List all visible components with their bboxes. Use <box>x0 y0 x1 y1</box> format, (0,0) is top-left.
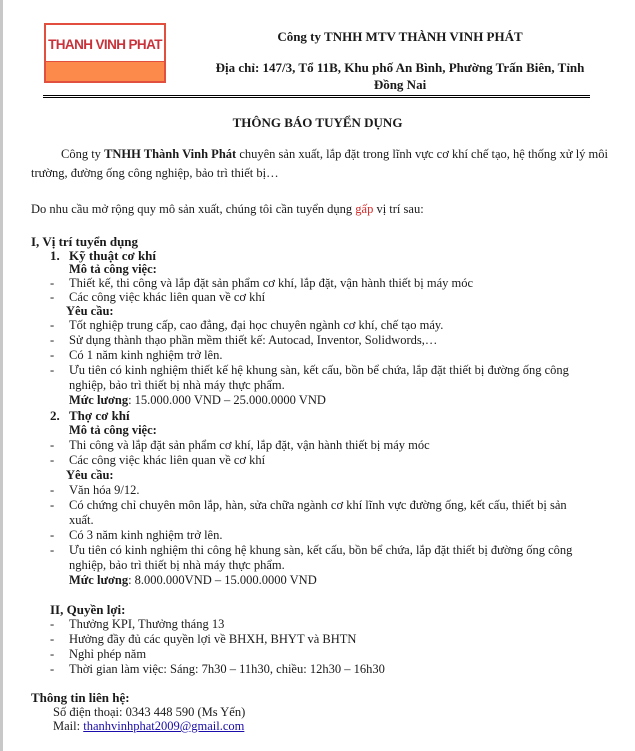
item-text: Hưởng đầy đủ các quyền lợi về BHXH, BHYT và BHTN <box>69 632 357 646</box>
item-text: Các công việc khác liên quan về cơ khí <box>69 453 266 467</box>
page-left-edge <box>0 0 3 751</box>
company-logo <box>44 23 166 83</box>
position2-salary <box>69 573 317 588</box>
item-text: Ưu tiên có kinh nghiệm thi công hệ khung sàn, kết cấu, bồn bể chứa, lắp đặt thiết bị đường ống công <box>69 543 573 557</box>
item-text: Văn hóa 9/12. <box>69 483 140 497</box>
dash: - <box>50 632 55 646</box>
section2-heading: II, Quyền lợi: <box>50 602 126 617</box>
item-text: Thi công và lắp đặt sản phẩm cơ khí, lắp đặt, vận hành thiết bị máy móc <box>69 438 430 452</box>
position2-desc-label: Mô tả công việc: <box>69 423 157 437</box>
dash: - <box>50 348 55 362</box>
need-paragraph <box>31 200 611 219</box>
logo-bar <box>46 61 164 81</box>
dash: - <box>50 438 55 452</box>
dash: - <box>50 333 55 347</box>
urgent-highlight: gấp <box>355 202 374 216</box>
contact-mail <box>53 719 244 734</box>
need-suffix: vị trí sau: <box>373 202 424 216</box>
dash: - <box>50 498 55 512</box>
dash: - <box>50 647 55 661</box>
item-text: Thiết kế, thi công và lắp đặt sản phẩm cơ khí, lắp đặt, vận hành thiết bị máy móc <box>69 276 474 290</box>
salary-value: : 8.000.000VND – 15.000.0000 VND <box>128 573 317 587</box>
item-text: Có 1 năm kinh nghiệm trở lên. <box>69 348 223 362</box>
dash: - <box>50 276 55 290</box>
dash: - <box>50 662 55 676</box>
position1-desc-label: Mô tả công việc: <box>69 262 157 276</box>
list-item-continuation: nghiệp, bảo trì thiết bị nhà máy thực phẩm. <box>69 378 285 392</box>
header-divider <box>43 95 590 98</box>
position1-salary <box>69 393 326 408</box>
item-text: Có 3 năm kinh nghiệm trở lên. <box>69 528 223 542</box>
position1-req-label: Yêu cầu: <box>66 304 114 318</box>
address-line-2: Đồng Nai <box>373 77 427 92</box>
dash: - <box>50 453 55 467</box>
list-item-continuation: xuất. <box>69 513 94 527</box>
need-prefix: Do nhu cầu mở rộng quy mô sản xuất, chúng tôi cần tuyển dụng <box>31 202 356 216</box>
item-text: Có chứng chỉ chuyên môn lắp, hàn, sửa chữa ngành cơ khí lĩnh vực đường ống, kết cấu, thiết bị sản <box>69 498 567 512</box>
dash: - <box>50 363 55 377</box>
dash: - <box>50 617 55 631</box>
dash: - <box>50 318 55 332</box>
salary-label: Mức lương <box>69 573 129 587</box>
email-link[interactable]: thanhvinhphat2009@gmail.com <box>83 719 245 733</box>
position1-name: Kỹ thuật cơ khí <box>69 248 157 263</box>
intro-prefix: Công ty <box>61 147 105 161</box>
intro-company: TNHH Thành Vinh Phát <box>104 147 237 161</box>
item-text: Sử dụng thành thạo phần mềm thiết kế: Autocad, Inventor, Solidwords,… <box>69 333 438 347</box>
item-text: Ưu tiên có kinh nghiệm thiết kế hệ khung sàn, kết cấu, bồn bể chứa, lắp đặt thiết bị đường ống công <box>69 363 569 377</box>
item-text: Thưởng KPI, Thưởng tháng 13 <box>69 617 225 631</box>
intro-paragraph <box>31 145 611 183</box>
dash: - <box>50 483 55 497</box>
document-title: THÔNG BÁO TUYỂN DỤNG <box>232 115 403 130</box>
company-address <box>200 59 600 93</box>
dash: - <box>50 290 55 304</box>
intro-suffix: chuyên sản xuất, lắp đặt trong lĩnh vực cơ khí chế tạo, hệ thống xử lý môi trường, đường ống công nghiệp, bảo trì thiết bị… <box>31 147 609 180</box>
logo-text: THANH VINH PHAT <box>48 37 162 52</box>
item-text: Các công việc khác liên quan về cơ khí <box>69 290 266 304</box>
section1-heading: I, Vị trí tuyển dụng <box>31 234 139 249</box>
contact-heading: Thông tin liên hệ: <box>31 690 130 705</box>
item-text: Tốt nghiệp trung cấp, cao đẳng, đại học chuyên ngành cơ khí, chế tạo máy. <box>69 318 444 332</box>
position2-name: Thợ cơ khí <box>69 408 130 423</box>
list-item-continuation: nghiệp, bảo trì thiết bị nhà máy thực phẩm. <box>69 558 285 572</box>
salary-label: Mức lương <box>69 393 129 407</box>
position1-number: 1. <box>50 248 60 263</box>
address-line-1: Địa chỉ: 147/3, Tổ 11B, Khu phố An Bình, Phường Trấn Biên, Tỉnh <box>215 60 585 75</box>
dash: - <box>50 528 55 542</box>
item-text: Thời gian làm việc: Sáng: 7h30 – 11h30, chiều: 12h30 – 16h30 <box>69 662 385 676</box>
company-name: Công ty TNHH MTV THÀNH VINH PHÁT <box>277 29 523 44</box>
position2-number: 2. <box>50 408 60 423</box>
mail-label: Mail: <box>53 719 84 733</box>
item-text: Nghỉ phép năm <box>69 647 147 661</box>
contact-phone: Số điện thoại: 0343 448 590 (Ms Yến) <box>53 705 246 719</box>
dash: - <box>50 543 55 557</box>
position2-req-label: Yêu cầu: <box>66 468 114 482</box>
salary-value: : 15.000.000 VND – 25.000.0000 VND <box>128 393 326 407</box>
